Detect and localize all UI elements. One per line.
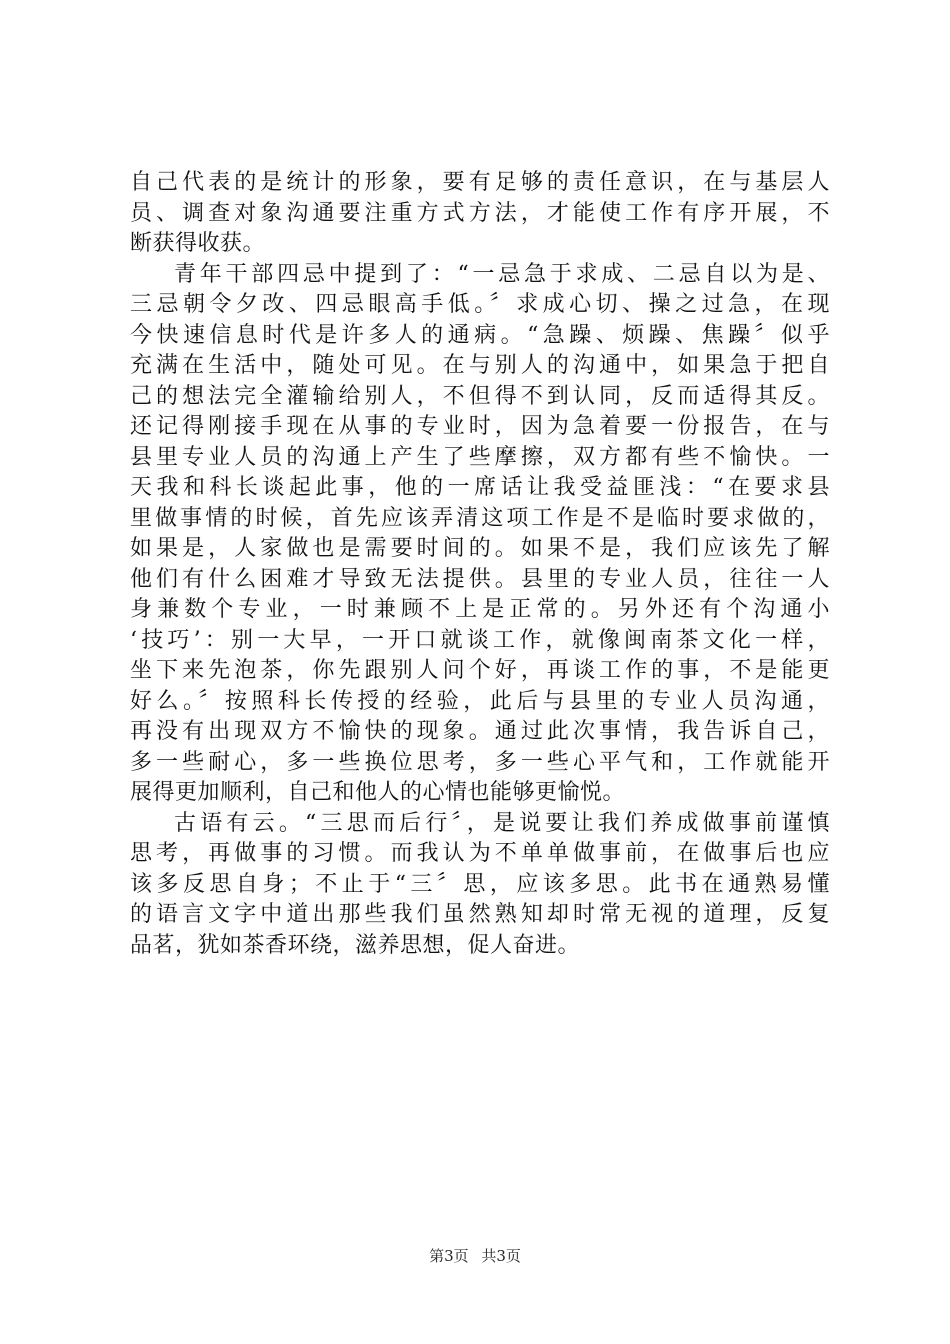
- text-line: 他们有什么困难才导致无法提供。县里的专业人员，往往一人: [130, 566, 830, 592]
- text-line: 断获得收获。: [130, 231, 266, 256]
- text-line: 坐下来先泡茶，你先跟别人问个好，再谈工作的事，不是能更: [130, 658, 830, 683]
- text-line: 还记得刚接手现在从事的专业时，因为急着要一份报告，在与: [130, 414, 830, 439]
- page-total: 共3页: [481, 1247, 521, 1265]
- text-line: 身兼数个专业，一时兼顾不上是正常的。另外还有个沟通小: [130, 597, 830, 622]
- text-line: 己的想法完全灌输给别人，不但得不到认同，反而适得其反。: [130, 383, 830, 409]
- text-line: 再没有出现双方不愉快的现象。通过此次事情，我告诉自己，: [130, 719, 830, 744]
- body-text: [130, 168, 830, 961]
- paragraph: [130, 260, 830, 809]
- text-line: 青年干部四忌中提到了：“一忌急于求成、二忌自以为是、: [174, 261, 830, 287]
- text-line: 品茗，犹如茶香环绕，滋养思想，促人奋进。: [130, 932, 581, 958]
- text-line: 县里专业人员的沟通上产生了些摩擦，双方都有些不愉快。一: [130, 444, 830, 470]
- text-line: 天我和科长谈起此事，他的一席话让我受益匪浅：“在要求县: [130, 475, 830, 500]
- text-line: 今快速信息时代是许多人的通病。“急躁、烦躁、焦躁〞似乎: [130, 322, 830, 348]
- text-line: 古语有云。“三思而后行〞，是说要让我们养成做事前谨慎: [174, 810, 830, 836]
- text-line: 三忌朝令夕改、四忌眼高手低。〞求成心切、操之过急，在现: [130, 292, 830, 317]
- text-line: 展得更加顺利，自己和他人的心情也能够更愉悦。: [130, 780, 626, 805]
- text-line: 里做事情的时候，首先应该弄清这项工作是不是临时要求做的，: [130, 505, 830, 531]
- paragraph: [130, 168, 830, 260]
- text-line: 多一些耐心，多一些换位思考，多一些心平气和，工作就能开: [130, 749, 830, 775]
- page-footer: [0, 1245, 950, 1266]
- page-number: 第3页: [429, 1247, 469, 1265]
- text-line: 好么。〞按照科长传授的经验，此后与县里的专业人员沟通，: [130, 688, 830, 714]
- text-line: 员、调查对象沟通要注重方式方法，才能使工作有序开展，不: [130, 200, 830, 226]
- text-line: 思考，再做事的习惯。而我认为不单单做事前，在做事后也应: [130, 841, 830, 866]
- text-line: 该多反思自身；不止于“三〞思，应该多思。此书在通熟易懂: [130, 871, 830, 897]
- text-line: 自己代表的是统计的形象，要有足够的责任意识，在与基层人: [130, 170, 830, 195]
- paragraph: [130, 809, 830, 962]
- text-line: 如果是，人家做也是需要时间的。如果不是，我们应该先了解: [130, 536, 830, 561]
- text-line: 的语言文字中道出那些我们虽然熟知却时常无视的道理，反复: [130, 902, 830, 927]
- text-line: 充满在生活中，随处可见。在与别人的沟通中，如果急于把自: [130, 353, 830, 378]
- text-line: ‘技巧’：别一大早，一开口就谈工作，就像闽南茶文化一样，: [130, 627, 830, 653]
